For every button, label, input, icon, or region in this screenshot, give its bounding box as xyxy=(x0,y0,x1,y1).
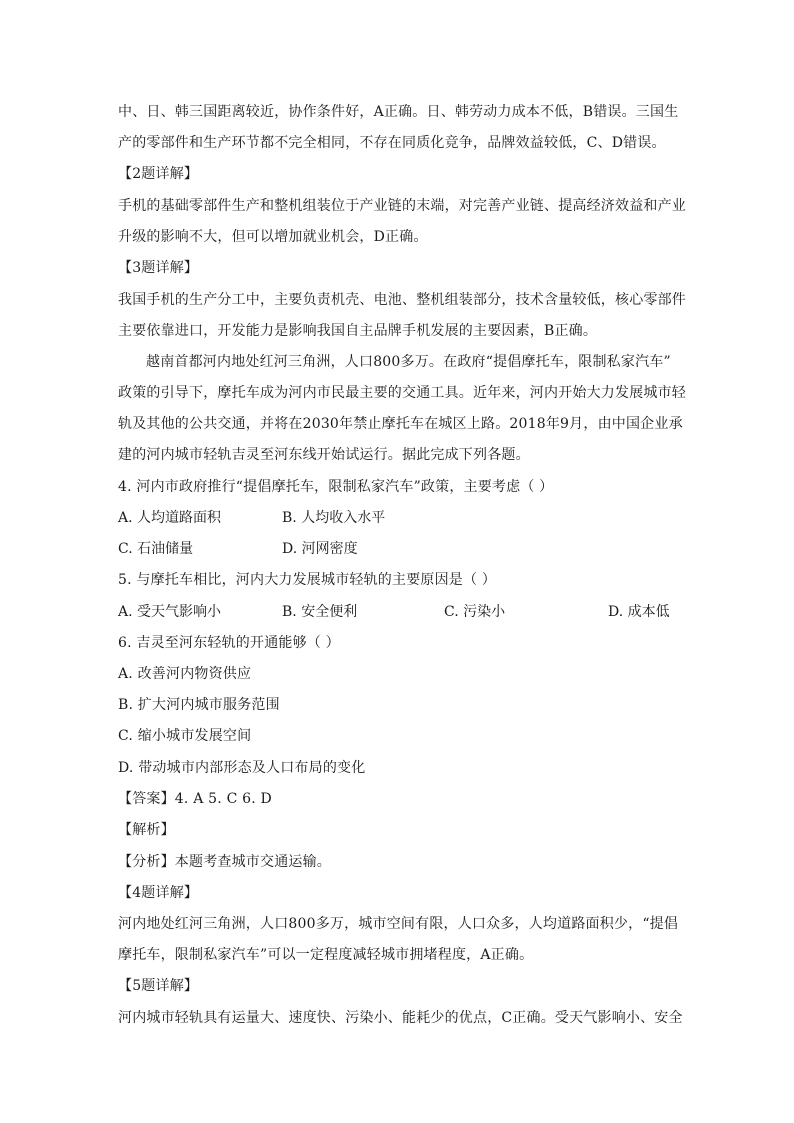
question-6: 6. 吉灵至河东轻轨的开通能够（ ） xyxy=(118,635,340,651)
section-heading: 【4题详解】 xyxy=(118,885,199,901)
text-line: 河内地处红河三角洲，人口800多万，城市空间有限，人口众多，人均道路面积少，“提倡 xyxy=(118,916,679,932)
question-4: 4. 河内市政府推行“提倡摩托车，限制私家汽车”政策，主要考虑（ ） xyxy=(118,479,554,495)
text-line: 轨及其他的公共交通，并将在2030年禁止摩托车在城区上路。2018年9月，由中国企业承 xyxy=(118,416,683,432)
section-heading: 【3题详解】 xyxy=(118,260,199,276)
text-line: 手机的基础零部件生产和整机组装位于产业链的末端，对完善产业链、提高经济效益和产业 xyxy=(118,198,686,214)
section-heading: 【2题详解】 xyxy=(118,166,199,182)
analysis-line: 【分析】本题考查城市交通运输。 xyxy=(118,854,331,870)
q6-option-d: D. 带动城市内部形态及人口布局的变化 xyxy=(118,760,366,776)
section-heading: 【5题详解】 xyxy=(118,978,199,994)
q4-option-b: B. 人均收入水平 xyxy=(282,510,386,526)
q4-option-d: D. 河网密度 xyxy=(282,541,358,557)
q5-option-a: A. 受天气影响小 xyxy=(118,604,222,620)
text-line: 政策的引导下，摩托车成为河内市民最主要的交通工具。近年来，河内开始大力发展城市轻 xyxy=(118,385,686,401)
q5-option-c: C. 污染小 xyxy=(444,604,506,620)
text-line: 产的零部件和生产环节都不完全相同，不存在同质化竞争，品牌效益较低，C、D错误。 xyxy=(118,135,666,151)
text-line: 升级的影响不大，但可以增加就业机会，D正确。 xyxy=(118,229,428,245)
text-line: 我国手机的生产分工中，主要负责机壳、电池、整机组装部分，技术含量较低，核心零部件 xyxy=(118,292,686,308)
answer-line: 【答案】4. A 5. C 6. D xyxy=(118,791,272,807)
q6-option-b: B. 扩大河内城市服务范围 xyxy=(118,697,280,713)
text-line: 中、日、韩三国距离较近，协作条件好，A正确。日、韩劳动力成本不低，B错误。三国生 xyxy=(118,104,679,120)
q6-option-a: A. 改善河内物资供应 xyxy=(118,666,252,682)
text-line: 越南首都河内地处红河三角洲，人口800多万。在政府“提倡摩托车，限制私家汽车” xyxy=(146,354,671,370)
q5-option-d: D. 成本低 xyxy=(608,604,670,620)
text-line: 主要依靠进口，开发能力是影响我国自主品牌手机发展的主要因素，B正确。 xyxy=(118,323,598,339)
section-heading: 【解析】 xyxy=(118,822,175,838)
text-line: 建的河内城市轻轨吉灵至河东线开始试运行。据此完成下列各题。 xyxy=(118,447,530,463)
text-line: 河内城市轻轨具有运量大、速度快、污染小、能耗少的优点，C正确。受天气影响小、安全 xyxy=(118,1010,683,1026)
q4-option-a: A. 人均道路面积 xyxy=(118,510,222,526)
text-line: 摩托车，限制私家汽车”可以一定程度减轻城市拥堵程度，A正确。 xyxy=(118,947,534,963)
question-5: 5. 与摩托车相比，河内大力发展城市轻轨的主要原因是（ ） xyxy=(118,572,497,588)
q5-option-b: B. 安全便利 xyxy=(282,604,358,620)
q6-option-c: C. 缩小城市发展空间 xyxy=(118,728,252,744)
q4-option-c: C. 石油储量 xyxy=(118,541,194,557)
